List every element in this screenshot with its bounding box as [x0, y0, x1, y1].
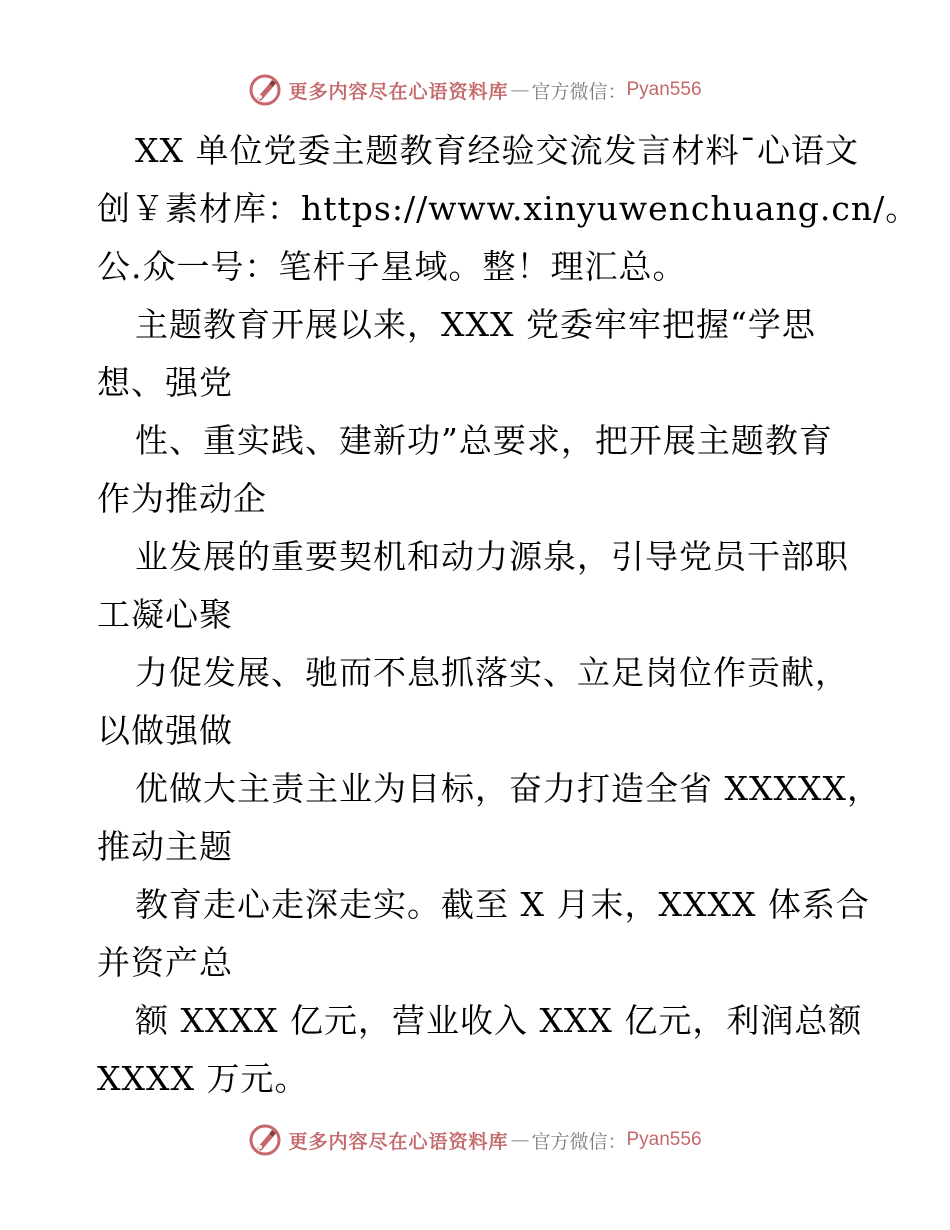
doc-line: 以做强做 — [97, 711, 233, 750]
doc-line: XX 单位党委主题教育经验交流发言材料¯心语文 — [135, 131, 859, 170]
banner-wechat-id: Pyan556 — [626, 79, 702, 100]
doc-line: 创￥素材库：https://www.xinyuwenchuang.cn/。 — [97, 189, 920, 228]
doc-line: 性、重实践、建新功”总要求，把开展主题教育 — [135, 421, 833, 460]
banner-wechat-id: Pyan556 — [626, 1129, 702, 1150]
banner-wechat-label: 官方微信： — [531, 1130, 627, 1153]
doc-line: 力促发展、驰而不息抓落实、立足岗位作贡献， — [135, 653, 849, 692]
doc-line: 业发展的重要契机和动力源泉，引导党员干部职 — [135, 537, 849, 576]
banner-dash: — — [510, 79, 530, 101]
doc-line: 并资产总 — [97, 943, 233, 982]
doc-line: 作为推动企 — [97, 479, 267, 518]
pen-logo-icon — [248, 73, 282, 107]
doc-line: 额 XXXX 亿元，营业收入 XXX 亿元，利润总额 — [135, 1001, 863, 1040]
footer-banner — [0, 1120, 950, 1160]
doc-line: 工凝心聚 — [97, 595, 233, 634]
doc-line: 想、强党 — [97, 363, 233, 402]
doc-line: 教育走心走深走实。截至 X 月末，XXXX 体系合 — [135, 885, 870, 924]
doc-line: XXXX 万元。 — [97, 1059, 309, 1098]
document-body — [97, 122, 920, 1108]
doc-line: 推动主题 — [97, 827, 233, 866]
doc-line: 公.众一号：笔杆子星域。整！理汇总。 — [97, 247, 687, 286]
doc-line: 主题教育开展以来，XXX 党委牢牢把握“学思 — [135, 305, 816, 344]
banner-dash: — — [510, 1129, 530, 1151]
doc-line: 优做大主责主业为目标，奋力打造全省 XXXXX， — [135, 769, 881, 808]
pen-logo-icon — [248, 1123, 282, 1157]
banner-text: 更多内容尽在心语资料库 — [288, 80, 509, 103]
banner-text: 更多内容尽在心语资料库 — [288, 1130, 509, 1153]
banner-wechat-label: 官方微信： — [531, 80, 627, 103]
header-banner — [0, 70, 950, 110]
